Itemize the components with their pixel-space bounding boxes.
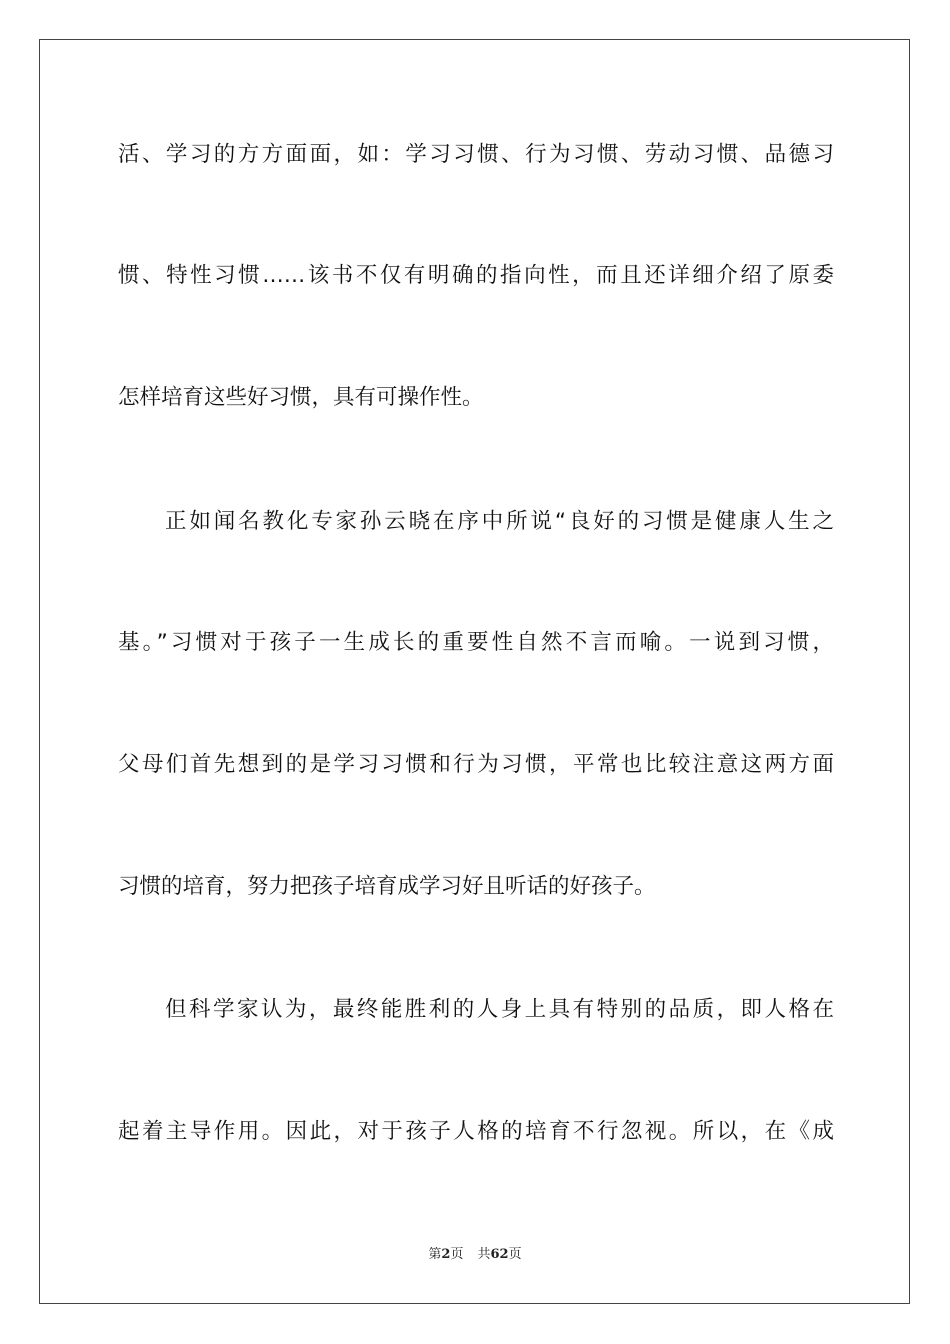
paragraph-line-9: 起着主导作用。因此，对于孩子人格的培育不行忽视。所以，在《成 bbox=[118, 1119, 834, 1144]
paragraph-line-1: 活、学习的方方面面，如：学习习惯、行为习惯、劳动习惯、品德习 bbox=[118, 142, 834, 167]
footer-total-number: 62 bbox=[490, 1247, 509, 1262]
footer-page-prefix: 第 bbox=[428, 1247, 442, 1262]
paragraph-line-4: 正如闻名教化专家孙云晓在序中所说“良好的习惯是健康人生之 bbox=[165, 509, 834, 534]
paragraph-line-5: 基。”习惯对于孩子一生成长的重要性自然不言而喻。一说到习惯， bbox=[118, 630, 834, 655]
paragraph-line-2: 惯、特性习惯……该书不仅有明确的指向性，而且还详细介绍了原委 bbox=[118, 263, 834, 288]
footer-page-suffix: 页 bbox=[450, 1247, 464, 1262]
footer-total-suffix: 页 bbox=[508, 1247, 522, 1262]
paragraph-line-6: 父母们首先想到的是学习习惯和行为习惯，平常也比较注意这两方面 bbox=[118, 752, 834, 777]
paragraph-line-8: 但科学家认为，最终能胜利的人身上具有特别的品质，即人格在 bbox=[165, 997, 834, 1022]
footer-total-prefix: 共 bbox=[477, 1247, 491, 1262]
footer-page-number: 2 bbox=[441, 1247, 451, 1262]
page-footer bbox=[0, 1246, 950, 1264]
paragraph-line-7: 习惯的培育，努力把孩子培育成学习好且听话的好孩子。 bbox=[118, 874, 656, 899]
paragraph-line-3: 怎样培育这些好习惯，具有可操作性。 bbox=[118, 385, 484, 410]
page-frame bbox=[39, 39, 910, 1304]
